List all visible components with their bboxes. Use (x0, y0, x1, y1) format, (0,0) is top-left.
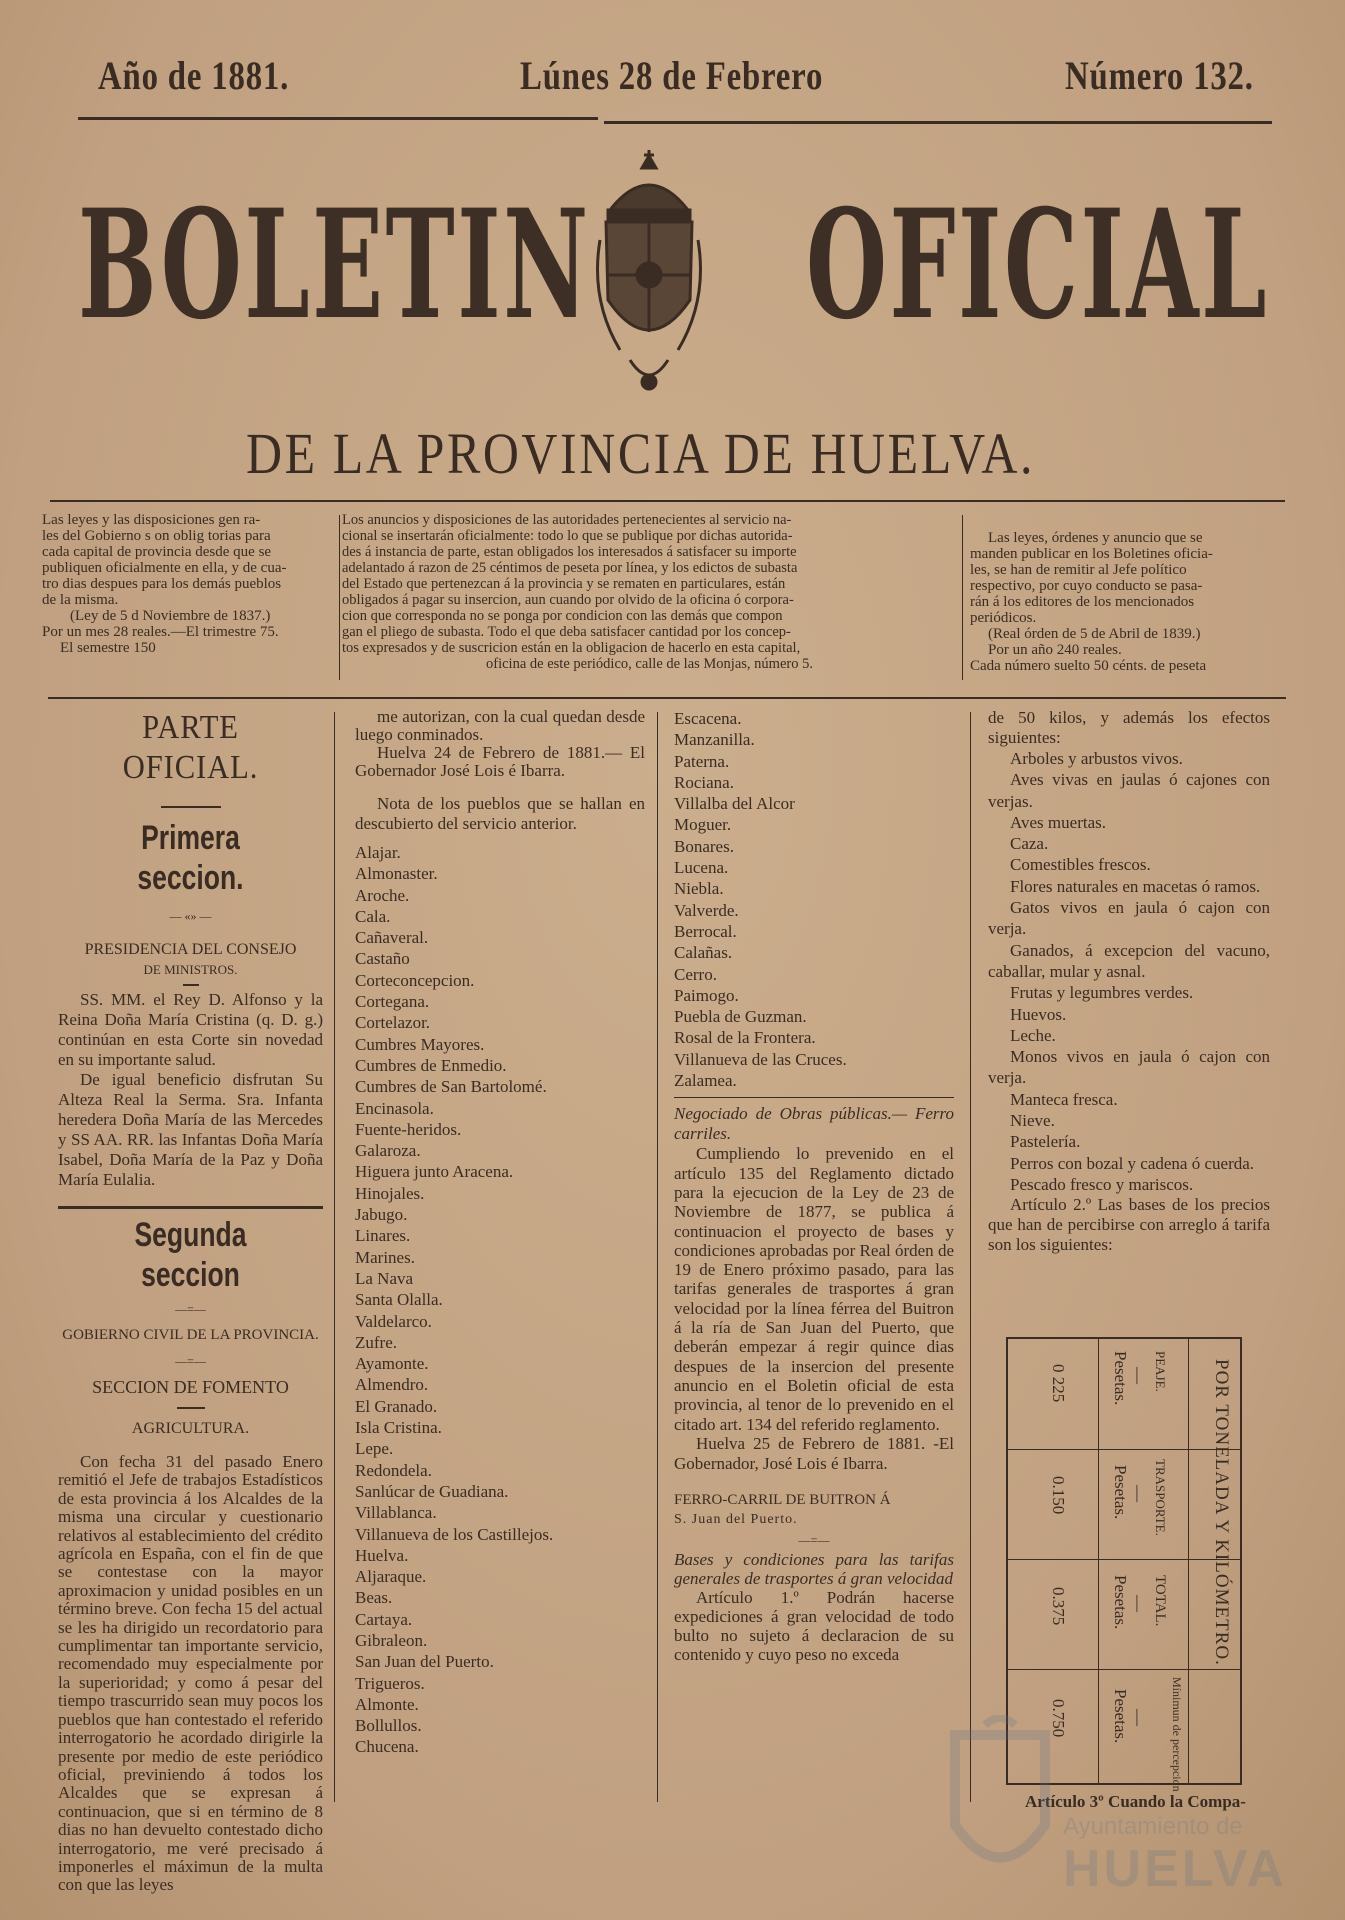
list-item: Aves vivas en jaulas ó cajones con verjas. (988, 770, 1270, 811)
list-item: Beas. (355, 1588, 393, 1608)
issue-date: Lúnes 28 de Febrero (520, 53, 824, 98)
list-item: Flores naturales en macetas ó ramos. (1010, 876, 1261, 896)
goods-list (988, 748, 1270, 1195)
list-item: Linares. (355, 1226, 411, 1246)
tariff-value: 0.375 (1049, 1587, 1068, 1626)
heading-presidencia: PRESIDENCIA DEL CONSEJO (84, 941, 297, 958)
issue-year: Año de 1881. (98, 53, 290, 98)
column-3 (674, 708, 954, 1664)
list-item: Cartaya. (355, 1609, 413, 1629)
list-item: Monos vivos en jaula ó cajon con verja. (988, 1047, 1270, 1088)
list-item: Almonaster. (355, 864, 438, 884)
tariff-value: 0 225 (1049, 1364, 1068, 1403)
tariff-label: TRASPORTE. (1153, 1459, 1168, 1536)
issue-number: Número 132. (1065, 53, 1254, 98)
list-item: Cumbres de Enmedio. (355, 1055, 507, 1075)
list-item: Corteconcepcion. (355, 970, 475, 990)
list-item: Villanueva de los Castillejos. (355, 1524, 554, 1544)
list-item: Redondela. (355, 1460, 432, 1480)
masthead-title-right: OFICIAL (806, 177, 1269, 353)
watermark-line1: Ayuntamiento de (1063, 1813, 1243, 1840)
list-item: Perros con bozal y cadena ó cuerda. (1010, 1153, 1255, 1173)
list-item: Paimogo. (674, 985, 739, 1005)
tariff-value: 0.150 (1049, 1476, 1068, 1515)
list-item: Cumbres Mayores. (355, 1034, 485, 1054)
list-item: Leche. (1010, 1025, 1056, 1045)
list-item: Aljaraque. (355, 1567, 427, 1587)
list-item: La Nava (355, 1268, 414, 1288)
list-item: Escacena. (674, 709, 742, 728)
list-item: Zalamea. (674, 1071, 737, 1091)
heading-fomento: SECCION DE FOMENTO (92, 1377, 289, 1397)
list-item: Niebla. (674, 879, 724, 899)
paragraph: de 50 kilos, y además los efectos siguientes: (988, 708, 1270, 747)
tariff-dash: — (1129, 1595, 1148, 1612)
heading-ferrocarril: FERRO-CARRIL DE BUITRON Á (674, 1491, 891, 1508)
list-item: Zufre. (355, 1332, 398, 1352)
list-item: Arboles y arbustos vivos. (1010, 749, 1183, 768)
tariff-dash: — (1129, 1367, 1148, 1384)
list-item: Nieve. (1010, 1111, 1055, 1131)
tariff-unit: Pesetas. (1111, 1689, 1130, 1744)
lead-divider-left (339, 515, 340, 680)
column-divider-1 (334, 712, 335, 1802)
lead-right: Las leyes, órdenes y anuncio que se manden publicar en los Boletines oficia- les, se han de remitir al Jefe político respectivo, por cuyo conducto se pasa- rán á los editores de los mencionados periódicos. (Real órden de 5 de Abril de 1839.) Por un año 240 reales. Cada número suelto 50 cénts. de peseta (970, 530, 1213, 674)
heading-negociado: Negociado de Obras públicas.— Ferro carriles. (674, 1104, 954, 1144)
tariff-unit: Pesetas. (1111, 1465, 1130, 1520)
list-item: Encinasola. (355, 1098, 434, 1118)
lead-rule (48, 697, 1286, 699)
list-item: Isla Cristina. (355, 1418, 442, 1438)
masthead-rule (50, 500, 1285, 502)
list-item: Cañaveral. (355, 928, 429, 948)
nota: Nota de los pueblos que se hallan en descubierto del servicio anterior. (355, 794, 645, 833)
paragraph: Artículo 3º Cuando la Compa- (1025, 1792, 1246, 1811)
list-item: Manzanilla. (674, 730, 755, 750)
lead-left: Las leyes y las disposiciones gen ra- les del Gobierno s on oblig torias para cada capital de provincia desde que se publiquen oficialmente en ella, y de cua- tro dias despues para los demás pueblos de la misma. (Ley de 5 d Noviembre de 1837.) Por un mes 28 reales.—El trimestre 75. El semestre 150 (42, 512, 287, 656)
paragraph: Cumpliendo lo prevenido en el artículo 135 del Reglamento dictado para la ejecucion de la Ley de 23 de Noviembre de 1877, se publica á continuacion el proyecto de bases y condiciones aprobadas por Real órden de 19 de Enero próximo pasado, para las tarifas generales de trasportes á gran velocidad por la línea férrea del Buitron á la ría de San Juan del Puerto, que deberán empezar á regir quince dias despues de la insercion del presente anuncio en el Boletin oficial de esta provincia, al tenor de lo prevenido en el citado art. 134 del referido reglamento. (674, 1144, 954, 1434)
header-rule-right (604, 121, 1272, 124)
list-item: Villalba del Alcor (674, 794, 795, 814)
column-divider-3 (970, 712, 971, 1802)
masthead-title-left: BOLETIN (78, 177, 591, 353)
paragraph-signature: Huelva 24 de Febrero de 1881.— El Gobernador José Lois é Ibarra. (355, 743, 645, 780)
paragraph-signature: Huelva 25 de Febrero de 1881. -El Gobernador, José Lois é Ibarra. (674, 1433, 954, 1473)
royal-crest-icon (590, 150, 708, 400)
paragraph: SS. MM. el Rey D. Alfonso y la Reina Doña María Cristina (q. D. g.) continúan en esta Corte sin novedad en su importante salud. (58, 990, 323, 1069)
tariff-heading: POR TONELADA Y KILÓMETRO. (1211, 1359, 1232, 1666)
list-item: Lucena. (674, 858, 729, 878)
paragraph: De igual beneficio disfrutan Su Alteza Real la Serma. Sra. Infanta heredera Doña María de las Mercedes y SS AA. RR. las Infantas Doña María Isabel, Doña María de la Paz y Doña María Eulalia. (58, 1070, 323, 1189)
list-item: Comestibles frescos. (1010, 855, 1151, 875)
list-item: Ayamonte. (355, 1354, 429, 1374)
divider (177, 1407, 205, 1409)
row-divider (1008, 1669, 1240, 1670)
lead-divider-right (962, 515, 963, 680)
tariff-unit: Pesetas. (1111, 1351, 1130, 1406)
list-item: Cala. (355, 906, 391, 926)
divider (183, 984, 199, 986)
list-item: Cortegana. (355, 992, 430, 1012)
list-item: Santa Olalla. (355, 1290, 443, 1310)
list-item: Bollullos. (355, 1716, 422, 1736)
ornament: —=— (175, 1354, 206, 1368)
ornament: — «» — (169, 909, 212, 923)
list-item: El Granado. (355, 1396, 438, 1416)
list-item: Castaño (355, 949, 410, 969)
list-item: Almendro. (355, 1375, 429, 1395)
paragraph: Artículo 1.º Podrán hacerse expediciones á gran velocidad de todo bulto no sujeto á declaracion de su contenido y cuyo peso no exceda (674, 1587, 954, 1664)
list-item: Valverde. (674, 900, 739, 920)
lead-center: Los anuncios y disposiciones de las autoridades pertenecientes al servicio na- cional se insertarán oficialmente: todo lo que se publique por dichas autorida- des á instancia de parte, estan obligados los interesados á satisfacer su importe adelantado á razon de 25 céntimos de peseta por línea, y los edictos de subasta del Estado que pertenezcan á la provincia y se rematen en particulares, están obligados á pagar su insercion, aun cuando por olvido de la oficina ó corpora- cion que corresponda no se ponga por condicion con las demás que compon gan el pliego de subasta. Todo el que deba satisfacer cantidad por los concep- tos expresados y de suscricion están en la obligacion de hacerlo en esta capital, oficina de este periódico, calle de las Monjas, número 5. (342, 512, 813, 672)
list-item: Alajar. (355, 843, 401, 862)
ornament: —=— (798, 1532, 830, 1547)
list-item: Almonte. (355, 1694, 419, 1714)
list-item: Rociana. (674, 772, 734, 792)
header-rule-left (78, 117, 598, 120)
town-list (355, 842, 645, 1758)
list-item: Rosal de la Frontera. (674, 1028, 816, 1048)
list-item: Aroche. (355, 885, 410, 905)
list-item: Villanueva de las Cruces. (674, 1049, 847, 1069)
list-item: Marines. (355, 1247, 415, 1267)
divider (161, 806, 221, 808)
list-item: Villablanca. (355, 1503, 437, 1523)
column-2 (355, 708, 645, 1758)
heading-bases: Bases y condiciones para las tarifas generales de trasportes á gran velocidad (674, 1549, 954, 1588)
section-primera: Primera seccion. (137, 819, 244, 897)
list-item: Puebla de Guzman. (674, 1007, 807, 1027)
column-4 (988, 708, 1270, 1255)
list-item: Frutas y legumbres verdes. (1010, 983, 1194, 1003)
list-item: Ganados, á excepcion del vacuno, caballar, mular y asnal. (988, 940, 1270, 981)
masthead-subtitle: DE LA PROVINCIA DE HUELVA. (246, 421, 1036, 486)
section-segunda: Segunda seccion (134, 1216, 247, 1294)
list-item: Caza. (1010, 834, 1049, 854)
list-item: Trigueros. (355, 1673, 425, 1693)
section-parte-oficial: PARTE OFICIAL. (122, 709, 259, 786)
tariff-dash: — (1129, 1709, 1148, 1726)
column-1 (58, 708, 323, 1895)
watermark (945, 1715, 1288, 1905)
tariff-dash: — (1129, 1485, 1148, 1502)
paragraph: me autorizan, con la cual quedan desde luego conminados. (355, 707, 645, 744)
town-list (674, 708, 954, 1091)
list-item: Jabugo. (355, 1205, 408, 1225)
list-item: Lepe. (355, 1439, 394, 1459)
heading-agricultura: AGRICULTURA. (131, 1420, 250, 1437)
list-item: Paterna. (674, 751, 730, 771)
section-rule (674, 1097, 954, 1098)
heading-gobierno: GOBIERNO CIVIL DE LA PROVINCIA. (62, 1327, 319, 1343)
column-divider-2 (657, 712, 658, 1802)
tariff-unit: Pesetas. (1111, 1575, 1130, 1630)
list-item: Huelva. (355, 1545, 409, 1565)
list-item: Huevos. (1010, 1004, 1067, 1024)
paragraph: Con fecha 31 del pasado Enero remitió el Jefe de trabajos Estadísticos de esta provincia á los Alcaldes de la misma una circular y cuestionario relativos al establecimiento del crédito agrícola en España, con el fin de que se contestase con la mayor aproximacion y unidad posibles en un término breve. Con fecha 15 del actual se les ha dirigido un recordatorio para cumplimentar tan importante servicio, recomendado muy especialmente por la superioridad; y como á pesar del tiempo trascurrido sean muy pocos los pueblos que han contestado el referido interrogatorio he acordado dirigirle la presente por medio de este periódico oficial, previniendo á todos los Alcaldes que se expresan á continuacion, que si en término de 8 dias no han devuelto contestado dicho interrogatorio, me veré precisado á imponerles el máximun de la multa con que las leyes (58, 1452, 323, 1895)
heading-ministros: DE MINISTROS. (143, 962, 238, 977)
list-item: Cerro. (674, 964, 717, 984)
list-item: Calañas. (674, 943, 733, 963)
list-item: Hinojales. (355, 1183, 425, 1203)
row-divider (1008, 1559, 1240, 1560)
list-item: Higuera junto Aracena. (355, 1162, 514, 1182)
row-divider (1008, 1449, 1240, 1450)
list-item: Gatos vivos en jaula ó cajon con verja. (988, 898, 1270, 939)
list-item: Chucena. (355, 1737, 419, 1757)
list-item: Aves muertas. (1010, 812, 1106, 832)
watermark-line2: HUELVA (1063, 1840, 1288, 1898)
list-item: Bonares. (674, 836, 734, 856)
tariff-label: Mínimun de percepcion (1170, 1677, 1184, 1792)
list-item: Gibraleon. (355, 1630, 428, 1650)
tariff-label: PEAJE. (1153, 1351, 1168, 1392)
list-item: Manteca fresca. (1010, 1089, 1118, 1109)
list-item: Fuente-heridos. (355, 1119, 462, 1139)
list-item: San Juan del Puerto. (355, 1652, 494, 1672)
list-item: Galaroza. (355, 1141, 421, 1161)
list-item: Sanlúcar de Guadiana. (355, 1481, 509, 1501)
list-item: Cortelazor. (355, 1013, 431, 1033)
list-item: Cumbres de San Bartolomé. (355, 1077, 547, 1097)
tariff-value: 0.750 (1049, 1699, 1068, 1738)
list-item: Moguer. (674, 815, 732, 835)
list-item: Pastelería. (1010, 1132, 1081, 1152)
list-item: Berrocal. (674, 921, 737, 941)
section-rule (58, 1206, 323, 1209)
list-item: Valdelarco. (355, 1311, 432, 1331)
heading-sanjuan: S. Juan del Puerto. (674, 1511, 798, 1527)
paragraph: Artículo 2.º Las bases de los precios que han de percibirse con arreglo á tarifa son los siguientes: (988, 1195, 1270, 1255)
city-shield-icon (945, 1715, 1055, 1895)
tariff-label: TOTAL. (1152, 1575, 1168, 1627)
ornament: —=— (175, 1302, 206, 1316)
list-item: Pescado fresco y mariscos. (1010, 1174, 1194, 1194)
